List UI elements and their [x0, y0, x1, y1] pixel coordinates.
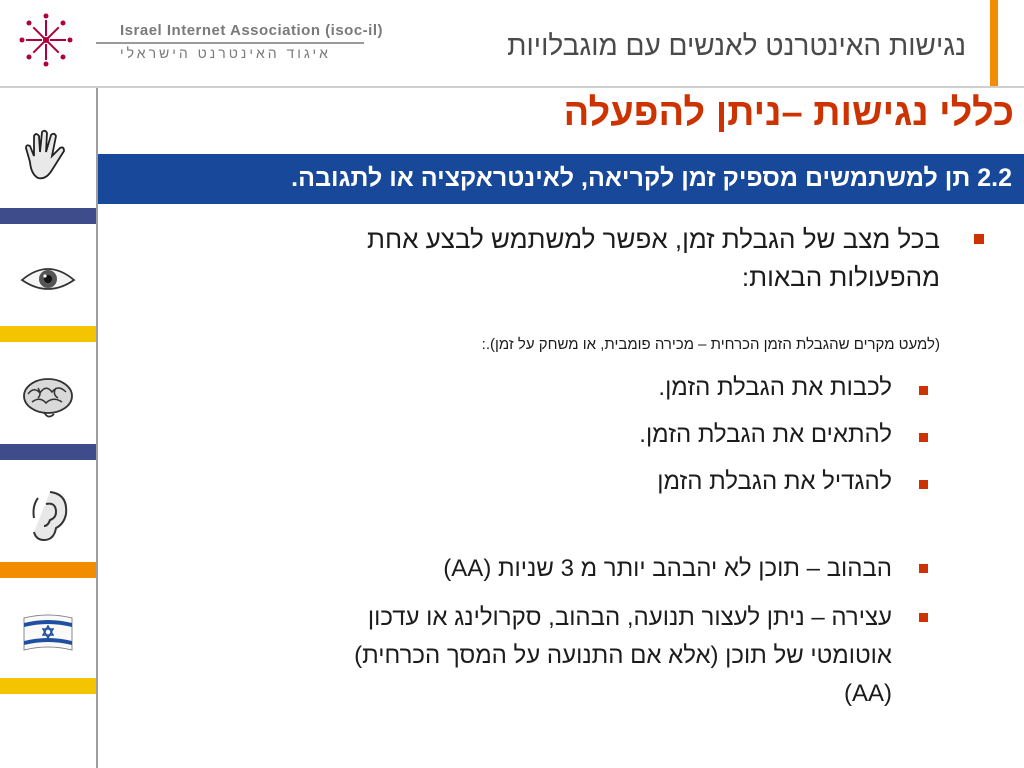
header-bar [0, 0, 1024, 88]
sub-item: להגדיל את הגבלת הזמן [657, 468, 892, 495]
sub-item: להתאים את הגבלת הזמן. [639, 421, 892, 448]
sidebar [0, 88, 98, 768]
isoc-logo-icon [14, 8, 78, 72]
sidebar-band-navy [0, 444, 96, 460]
bullet-text [132, 599, 892, 713]
bullet-line: אוטומטי של תוכן (אלא אם התנועה על המסך הכרחית) [354, 642, 892, 669]
bullet-marker [919, 433, 928, 442]
sidebar-band-orange [0, 562, 96, 578]
bullet-line: מהפעולות הבאות: [741, 262, 940, 292]
ear-icon [18, 486, 78, 546]
sidebar-band-yellow [0, 678, 96, 694]
sidebar-band-navy [0, 208, 96, 224]
note-text: (למעט מקרים שהגבלת הזמן הכרחית – מכירה פומבית, או משחק על זמן).: [481, 336, 940, 353]
bullet-marker [919, 480, 928, 489]
org-name-he: איגוד האינטרנט הישראלי [120, 45, 331, 61]
bullet-line: (AA) [843, 680, 892, 707]
bullet-line: בכל מצב של הגבלת זמן, אפשר למשתמש לבצע אחת [367, 224, 940, 254]
sub-item: לכבות את הגבלת הזמן. [658, 374, 892, 401]
brain-icon [18, 368, 78, 428]
orange-stripe [990, 0, 998, 88]
bullet-marker [919, 564, 928, 573]
header-divider [0, 86, 1024, 88]
org-name-en: Israel Internet Association (isoc-il) [120, 22, 384, 39]
israel-flag-icon [18, 604, 78, 664]
bullet-text [180, 220, 940, 296]
section-heading: 2.2 תן למשתמשים מספיק זמן לקריאה, לאינטראקציה או לתגובה. [291, 164, 1012, 192]
hand-icon [18, 126, 78, 186]
divider [96, 42, 364, 44]
section-bar [98, 154, 1024, 204]
header-title: נגישות האינטרנט לאנשים עם מוגבלויות [507, 30, 966, 61]
bullet-marker [919, 386, 928, 395]
sidebar-band-yellow [0, 326, 96, 342]
bullet-text: הבהוב – תוכן לא יהבהב יותר מ 3 שניות (AA) [443, 555, 892, 582]
slide-title: כללי נגישות –ניתן להפעלה [563, 92, 1014, 134]
bullet-line: עצירה – ניתן לעצור תנועה, הבהוב, סקרולינג או עדכון [367, 604, 892, 631]
bullet-marker [919, 613, 928, 622]
eye-icon [18, 250, 78, 310]
bullet-marker [974, 234, 984, 244]
